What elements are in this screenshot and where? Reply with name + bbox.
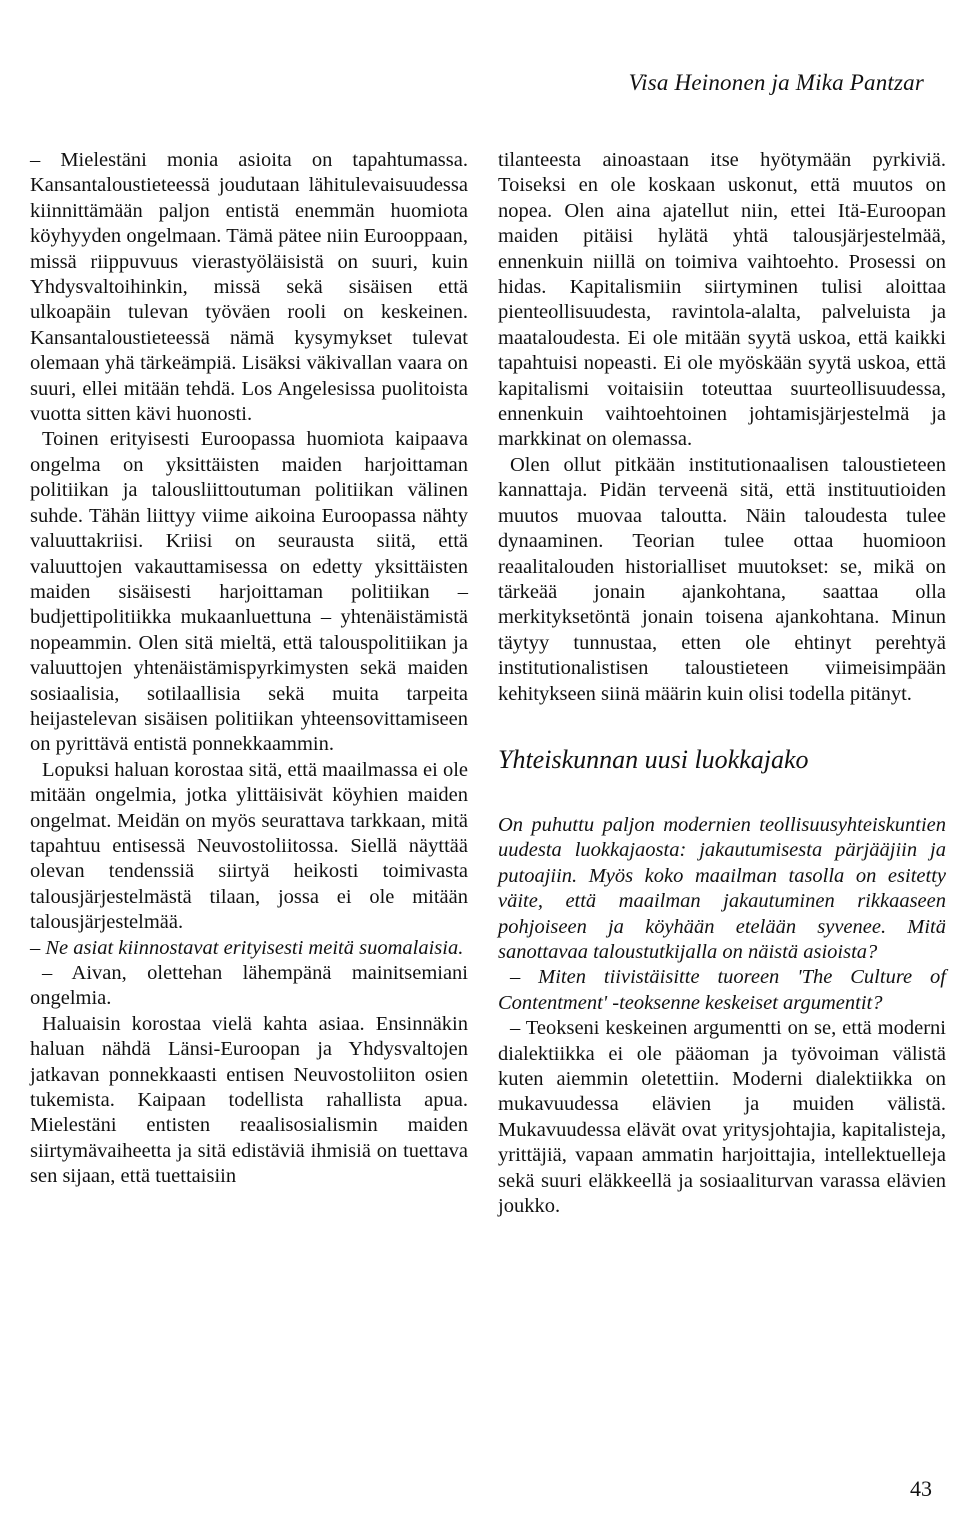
- left-paragraph-3: Lopuksi haluan korostaa sitä, että maailmassa ei ole mitään ongelmia, jotka ylittäisivät köyhien maiden ongelmat. Meidän on myös seurattava tarkkaan, mitä tapahtuu entisessä Neuvostoliitossa. Siellä näyttää olevan tendenssiä siirtyä heikosti toimivasta talousjärjestelmästä tilaan, jossa ei ole mitään talousjärjestelmää.: [30, 758, 468, 934]
- right-column: [498, 148, 946, 1219]
- running-title: Visa Heinonen ja Mika Pantzar: [628, 70, 924, 95]
- left-column: [30, 148, 468, 1190]
- left-paragraph-2: Toinen erityisesti Euroopassa huomiota kaipaava ongelma on yksittäisten maiden harjoittaman politiikan ja talousliittoutuman politiikan välinen suhde. Tähän liittyy viime aikoina Euroopassa nähty valuuttakriisi. Kriisi on seurausta siitä, että valuuttojen vakauttamisessa on edetty yksittäisten maiden sisäisesti harjoittaman politiikan – budjettipolitiikka mukaanluettuna – yhtenäistämistä nopeammin. Olen sitä mieltä, että talouspolitiikan ja valuuttojen yhtenäistämispyrkimysten sekä maiden sosiaalisia, sotilaallisia sekä muita tarpeita heijastelevan sisäisen politiikan yhteensovittamiseen on pyrittävä entistä ponnekkaammin.: [30, 428, 468, 756]
- right-paragraph-1: tilanteesta ainoastaan itse hyötymään pyrkiviä. Toiseksi en ole koskaan uskonut, että muutos on nopea. Olen aina ajatellut niin, ettei Itä-Euroopan maiden pitäisi hylätä yhtä talousjärjestelmää, ennenkuin niillä on toimiva vaihtoehto. Prosessi on hidas. Kapitalismiin siirtyminen tulisi aloittaa pienteollisuudesta, ravintola-alalta, palveluista ja maataloudesta. Ei ole mitään syytä uskoa, että kaikki tapahtuisi nopeasti. Ei ole myöskään syytä uskoa, että kapitalismi voitaisiin toteuttaa suurteollisuudessa, ennenkuin vaihtoehtoinen johtamisjärjestelmä ja markkinat on olemassa.: [498, 149, 946, 451]
- section-heading: Yhteiskunnan uusi luokkajako: [498, 744, 809, 774]
- right-paragraph-2: Olen ollut pitkään institutionaalisen taloustieteen kannattaja. Pidän terveenä sitä, että instituutioiden muutos muovaa taloutta. Näin taloudesta tulee dynaaminen. Teorian tulee ottaa huomioon reaalitalouden historialliset muutokset: se, mikä on tärkeää jonain ajankohtana, saattaa olla merkityksetöntä jonain toisena ajankohtana. Minun täytyy tunnustaa, etten ole ehtinyt perehtyä institutionalistisen taloustieteen viimeisimpään kehitykseen siinä määrin kuin olisi todella pitänyt.: [498, 453, 946, 705]
- right-paragraph-3: – Teokseni keskeinen argumentti on se, että moderni dialektiikka ei ole pääoman ja työvoiman välistä kuten aiemmin oletettiin. Moderni dialektiikka on mukavuudessa elävien ja muiden välistä. Mukavuudessa elävät ovat yritysjohtajia, kapitalisteja, yrittäjiä, vapaan ammatin harjoittajia, intellektuelleja sekä suuri eläkkeellä ja sosiaaliturvan varassa elävien joukko.: [498, 1017, 946, 1218]
- left-paragraph-5: Haluaisin korostaa vielä kahta asiaa. Ensinnäkin haluan nähdä Länsi-Euroopan ja Yhdysvaltojen jatkavan ponnekkaasti entisen Neuvostoliiton osien tukemista. Kaipaan todellista rahallista apua. Mielestäni entisten reaalisosialismin maiden siirtymävaiheetta ja sitä edistäviä ihmisiä on tuettava sen sijaan, että tuettaisiin: [30, 1012, 468, 1188]
- left-paragraph-4: – Aivan, olettehan lähempänä mainitsemiani ongelmia.: [30, 962, 468, 1010]
- left-paragraph-1: – Mielestäni monia asioita on tapahtumassa. Kansantaloustieteessä joudutaan lähitulevaisuudessa kiinnittämään paljon entistä enemmän huomiota köyhyyden ongelmaan. Tämä pätee niin Eurooppaan, missä riippuvuus vierastyöläisistä on suuri, kuin Yhdysvaltoihinkin, missä sekä sisäisen että ulkoapäin tulevan työväen rooli on keskeinen. Kansantaloustieteessä nämä kysymykset tulevat olemaan yhä tärkeämpiä. Lisäksi väkivallan vaara on suuri, ellei mitään tehdä. Los Angelesissa puolitoista vuotta sitten kävi huonosti.: [30, 149, 468, 426]
- right-question-2: – Miten tiivistäisitte tuoreen 'The Culture of Contentment' -teoksenne keskeiset argumentit?: [498, 966, 946, 1014]
- right-intro-question: On puhuttu paljon modernien teollisuusyhteiskuntien uudesta luokkajaosta: jakautumisesta pärjääjiin ja putoajiin. Myös koko maailman tasolla on esitetty väite, että maailman jakautuminen rikkaaseen pohjoiseen ja köyhään etelään syvenee. Mitä sanottavaa taloustutkijalla on näistä asioista?: [498, 813, 946, 963]
- left-question-1: – Ne asiat kiinnostavat erityisesti meitä suomalaisia.: [30, 936, 464, 959]
- page-number: 43: [910, 1476, 932, 1501]
